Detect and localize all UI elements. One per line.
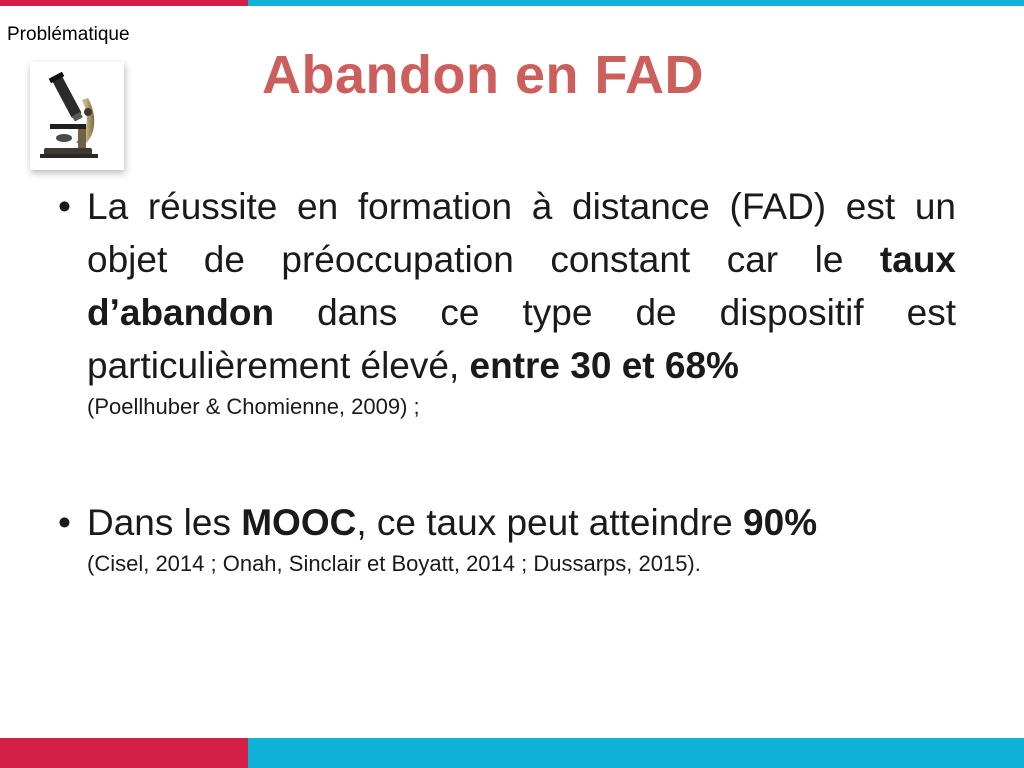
microscope-icon-card xyxy=(30,62,124,170)
citation: (Poellhuber & Chomienne, 2009) ; xyxy=(87,394,420,419)
bullet-text: Dans les xyxy=(87,502,242,543)
bottom-bar-blue-segment xyxy=(248,738,1024,768)
citation: (Cisel, 2014 ; Onah, Sinclair et Boyatt, 2014 ; Dussarps, 2015). xyxy=(87,551,701,576)
bullet-text: La réussite en formation à distance (FAD) est un objet de préoccupation constant car le xyxy=(87,186,956,280)
top-bar-red-segment xyxy=(0,0,248,6)
bullet-text: dans ce type de dispositif est particulièrement élevé, xyxy=(87,292,956,386)
bullet-body xyxy=(87,180,956,392)
section-label: Problématique xyxy=(7,24,130,45)
bullet-emphasis: MOOC xyxy=(241,502,357,543)
bullet-emphasis: 90% xyxy=(743,502,818,543)
bullet-emphasis: taux d’abandon xyxy=(87,239,956,333)
bullet-marker: • xyxy=(58,502,71,543)
bottom-accent-bar xyxy=(0,738,1024,768)
slide-title: Abandon en FAD xyxy=(262,45,704,105)
top-accent-bar xyxy=(0,0,1024,6)
bullet-item-1 xyxy=(58,180,956,422)
bullet-emphasis: entre 30 et 68% xyxy=(469,345,739,386)
top-bar-blue-segment xyxy=(248,0,1024,6)
microscope-icon xyxy=(38,68,116,164)
bullet-marker: • xyxy=(58,186,71,227)
bullet-item-2 xyxy=(58,496,956,579)
bottom-bar-red-segment xyxy=(0,738,248,768)
bullet-text: , ce taux peut atteindre xyxy=(356,502,744,543)
bullet-body xyxy=(87,496,956,549)
